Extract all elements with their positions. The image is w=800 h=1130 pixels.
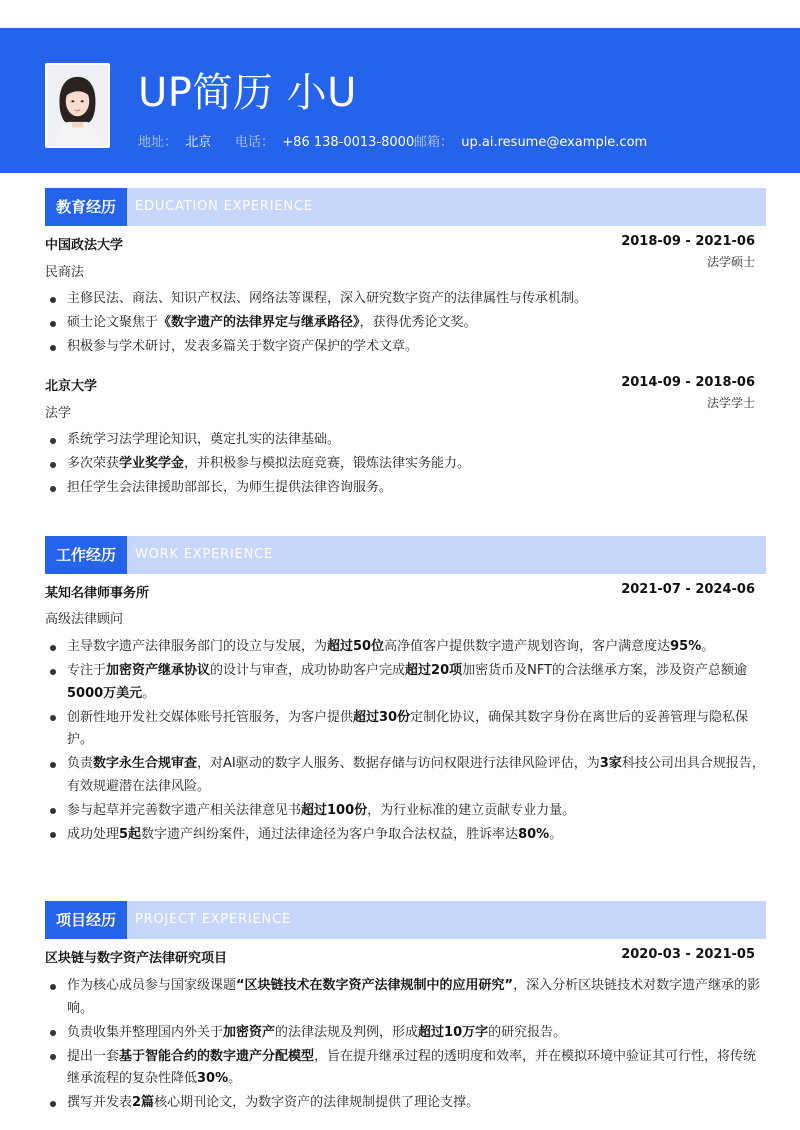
phone-item: [235, 131, 414, 150]
work-section-title: 工作经历: [45, 536, 127, 574]
list-item: 主导数字遗产法律服务部门的设立与发展，为超过50位高净值客户提供数字遗产规划咨询，客户满意度达95%。: [45, 636, 765, 659]
email-value: up.ai.resume@example.com: [461, 135, 648, 150]
list-item: 专注于加密资产继承协议的设计与审查，成功协助客户完成超过20项加密货币及NFT的合法继承方案，涉及资产总额逾5000万美元。: [45, 660, 765, 705]
project-section-header: [45, 901, 766, 939]
work-section-header: [45, 536, 766, 574]
education-section-title: 教育经历: [45, 188, 127, 226]
education-major-1: 民商法: [45, 265, 85, 280]
list-item: 负责数字永生合规审查，对AI驱动的数字人服务、数据存储与访问权限进行法律风险评估，为3家科技公司出具合规报告，有效规避潜在法律风险。: [45, 753, 765, 798]
list-item: 作为核心成员参与国家级课题“区块链技术在数字资产法律规制中的应用研究”，深入分析区块链技术对数字遗产继承的影响。: [45, 975, 765, 1020]
project-section-title-en: PROJECT EXPERIENCE: [135, 912, 291, 927]
list-item: 创新性地开发社交媒体账号托管服务，为客户提供超过30份定制化协议，确保其数字身份在离世后的妥善管理与隐私保护。: [45, 707, 765, 752]
address-value: 北京: [185, 135, 212, 150]
education-school-2: 北京大学: [45, 379, 98, 394]
email-item: [414, 131, 647, 150]
education-section-header: [45, 188, 766, 226]
phone-label: 电话：: [235, 135, 275, 150]
list-item: 负责收集并整理国内外关于加密资产的法律法规及判例，形成超过10万字的研究报告。: [45, 1022, 765, 1045]
list-item: 撰写并发表2篇核心期刊论文，为数字资产的法律规制提供了理论支撑。: [45, 1092, 765, 1115]
project-date: 2020-03 - 2021-05: [621, 947, 755, 962]
project-name: 区块链与数字资产法律研究项目: [45, 951, 228, 966]
address-item: [138, 131, 211, 150]
work-bullets: [45, 636, 765, 848]
work-date: 2021-07 - 2024-06: [621, 582, 755, 597]
list-item: 系统学习法学理论知识，奠定扎实的法律基础。: [45, 429, 765, 452]
phone-value: +86 138-0013-8000: [282, 135, 415, 150]
list-item: 提出一套基于智能合约的数字遗产分配模型，旨在提升继承过程的透明度和效率，并在模拟环境中验证其可行性，将传统继承流程的复杂性降低30%。: [45, 1046, 765, 1091]
work-company: 某知名律师事务所: [45, 586, 150, 601]
education-major-2: 法学: [45, 406, 72, 421]
address-label: 地址：: [138, 135, 178, 150]
avatar: [45, 63, 110, 148]
education-degree-2: 法学学士: [706, 396, 755, 410]
list-item: 成功处理5起数字遗产纠纷案件，通过法律途径为客户争取合法权益，胜诉率达80%。: [45, 824, 765, 847]
education-date-2: 2014-09 - 2018-06: [621, 375, 755, 390]
education-section-title-en: EDUCATION EXPERIENCE: [135, 199, 313, 214]
education-date-1: 2018-09 - 2021-06: [621, 234, 755, 249]
list-item: 担任学生会法律援助部部长，为师生提供法律咨询服务。: [45, 477, 765, 500]
list-item: 参与起草并完善数字遗产相关法律意见书超过100份，为行业标准的建立贡献专业力量。: [45, 800, 765, 823]
candidate-name: UP简历 小U: [138, 70, 357, 116]
list-item: 多次荣获学业奖学金，并积极参与模拟法庭竞赛，锻炼法律实务能力。: [45, 453, 765, 476]
education-bullets-1: [45, 288, 765, 360]
education-school-1: 中国政法大学: [45, 238, 124, 253]
education-degree-1: 法学硕士: [706, 255, 755, 269]
resume-header: [0, 28, 800, 173]
list-item: 硕士论文聚焦于《数字遗产的法律界定与继承路径》，获得优秀论文奖。: [45, 312, 765, 335]
list-item: 主修民法、商法、知识产权法、网络法等课程，深入研究数字资产的法律属性与传承机制。: [45, 288, 765, 311]
portrait-photo-icon: [47, 65, 108, 146]
project-bullets: [45, 975, 765, 1116]
email-label: 邮箱：: [414, 135, 454, 150]
project-section-title: 项目经历: [45, 901, 127, 939]
list-item: 积极参与学术研讨，发表多篇关于数字资产保护的学术文章。: [45, 336, 765, 359]
work-position: 高级法律顾问: [45, 612, 124, 627]
work-section-title-en: WORK EXPERIENCE: [135, 547, 274, 562]
education-bullets-2: [45, 429, 765, 501]
